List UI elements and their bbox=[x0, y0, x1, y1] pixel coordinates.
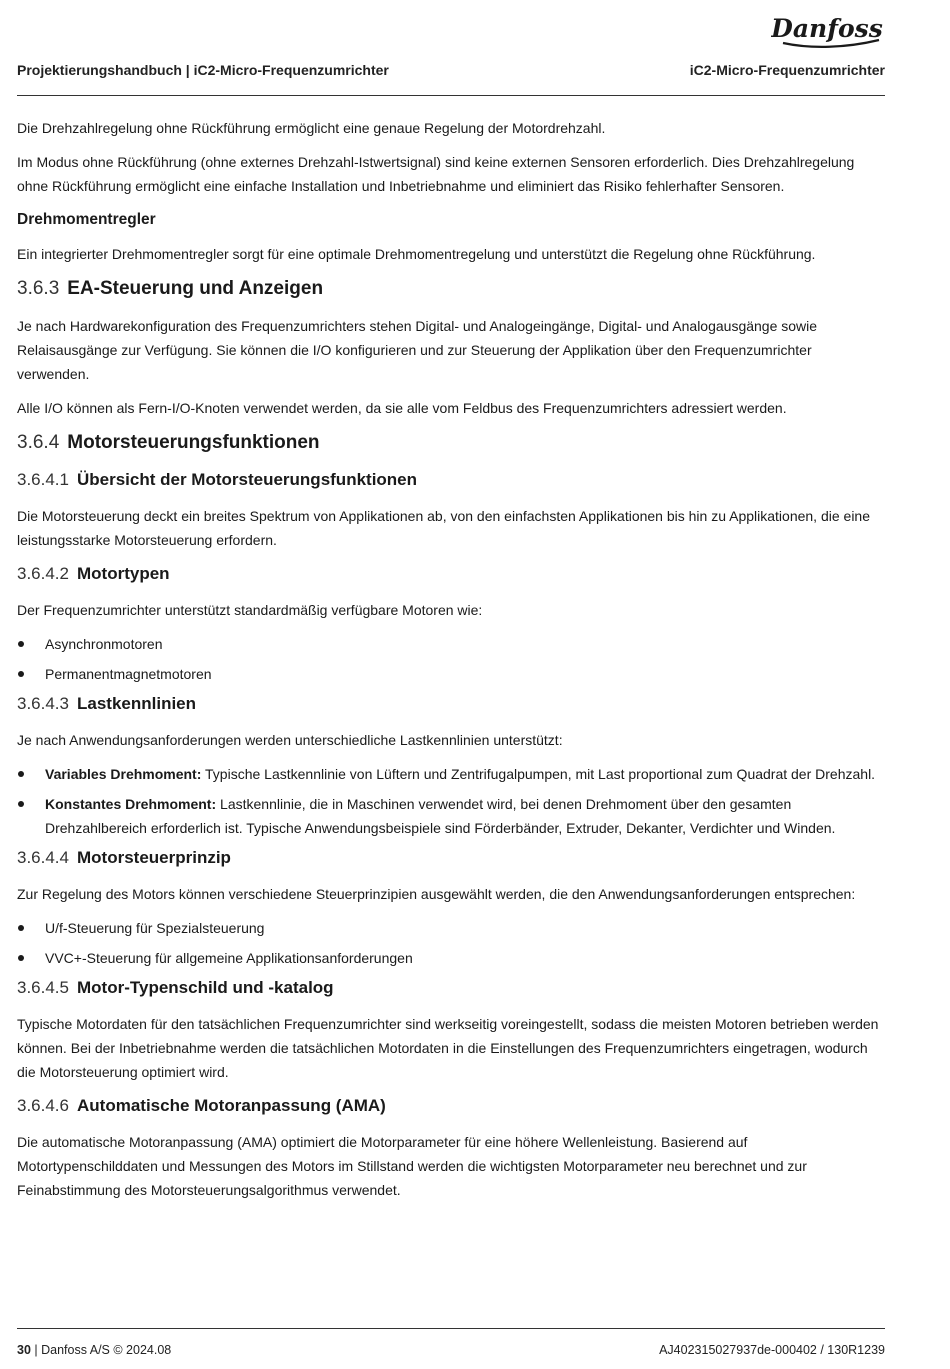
section-heading-3-6-4-1: 3.6.4.1 Übersicht der Motorsteuerungsfunktionen bbox=[17, 470, 418, 489]
footer-divider bbox=[17, 1328, 885, 1329]
list-item: U/f-Steuerung für Spezialsteuerung bbox=[17, 916, 885, 940]
header-document-title: Projektierungshandbuch | iC2-Micro-Frequenzumrichter bbox=[17, 62, 389, 78]
section-heading-3-6-4-4: 3.6.4.4 Motorsteuerprinzip bbox=[17, 848, 231, 867]
document-page bbox=[17, 0, 885, 1369]
section-heading-3-6-4-5: 3.6.4.5 Motor-Typenschild und -katalog bbox=[17, 978, 334, 997]
svg-text:Danfoss: Danfoss bbox=[771, 14, 883, 43]
section-heading-3-6-4-6: 3.6.4.6 Automatische Motoranpassung (AMA) bbox=[17, 1096, 386, 1115]
paragraph: Je nach Hardwarekonfiguration des Frequenzumrichters stehen Digital- und Analogeingänge, Digital- und Analogausgänge sowie Relaisausgänge zur Verfügung. Sie können die I/O konfigurieren und zur Steuerung der Applikation über den Frequenzumrichter verwenden. bbox=[17, 318, 818, 382]
paragraph: Zur Regelung des Motors können verschiedene Steuerprinzipien ausgewählt werden, die den Anwendungsanforderungen entsprechen: bbox=[17, 886, 856, 902]
list-item: Asynchronmotoren bbox=[17, 632, 885, 656]
page-content bbox=[17, 116, 885, 1212]
paragraph: Der Frequenzumrichter unterstützt standardmäßig verfügbare Motoren wie: bbox=[17, 602, 483, 618]
section-heading-3-6-4: 3.6.4 Motorsteuerungsfunktionen bbox=[17, 432, 320, 453]
footer-left: 30 | Danfoss A/S © 2024.08 bbox=[17, 1343, 172, 1357]
list-item: VVC+-Steuerung für allgemeine Applikationsanforderungen bbox=[17, 946, 885, 970]
header-product-name: iC2-Micro-Frequenzumrichter bbox=[689, 62, 885, 78]
list-item: Variables Drehmoment: Typische Lastkennlinie von Lüftern und Zentrifugalpumpen, mit Last proportional zum Quadrat der Drehzahl. bbox=[17, 762, 885, 786]
document-id: AJ402315027937de-000402 / 130R1239 bbox=[659, 1343, 885, 1357]
paragraph: Ein integrierter Drehmomentregler sorgt für eine optimale Drehmomentregelung und unterstützt die Regelung ohne Rückführung. bbox=[17, 246, 816, 262]
page-footer bbox=[17, 1343, 885, 1357]
paragraph: Die Motorsteuerung deckt ein breites Spektrum von Applikationen ab, von den einfachsten Applikationen bis hin zu Applikationen, die eine leistungsstarke Motorsteuerung erfordern. bbox=[17, 508, 870, 548]
paragraph: Alle I/O können als Fern-I/O-Knoten verwendet werden, da sie alle vom Feldbus des Frequenzumrichters adressiert werden. bbox=[17, 400, 787, 416]
page-number: 30 bbox=[17, 1343, 31, 1357]
page-header bbox=[17, 62, 885, 78]
subheading-drehmomentregler: Drehmomentregler bbox=[17, 211, 156, 228]
section-heading-3-6-4-3: 3.6.4.3 Lastkennlinien bbox=[17, 694, 197, 713]
load-characteristics-list bbox=[17, 762, 885, 840]
paragraph: Je nach Anwendungsanforderungen werden unterschiedliche Lastkennlinien unterstützt: bbox=[17, 732, 563, 748]
control-principles-list bbox=[17, 916, 885, 970]
paragraph: Im Modus ohne Rückführung (ohne externes Drehzahl-Istwertsignal) sind keine externen Sensoren erforderlich. Dies Drehzahlregelung ohne Rückführung ermöglicht eine einfache Installation und Inbetriebnahme und eliminiert das Risiko fehlerhafter Sensoren. bbox=[17, 154, 855, 194]
paragraph: Die Drehzahlregelung ohne Rückführung ermöglicht eine genaue Regelung der Motordrehzahl. bbox=[17, 120, 606, 136]
paragraph: Die automatische Motoranpassung (AMA) optimiert die Motorparameter für eine höhere Wellenleistung. Basierend auf Motortypenschilddaten und Messungen des Motors im Stillstand werden die wichtigsten Motorparameter neu berechnet und zur Feinabstimmung des Motorsteuerungsalgorithmus verwendet. bbox=[17, 1134, 807, 1198]
paragraph: Typische Motordaten für den tatsächlichen Frequenzumrichter sind werkseitig voreingestellt, sodass die meisten Motoren betrieben werden können. Bei der Inbetriebnahme werden die tatsächlichen Motordaten in die Einstellungen des Frequenzumrichters eingetragen, wodurch die Motorsteuerung optimiert wird. bbox=[17, 1016, 879, 1080]
section-heading-3-6-4-2: 3.6.4.2 Motortypen bbox=[17, 564, 170, 583]
header-divider bbox=[17, 95, 885, 96]
list-item: Permanentmagnetmotoren bbox=[17, 662, 885, 686]
list-item: Konstantes Drehmoment: Lastkennlinie, die in Maschinen verwendet wird, bei denen Drehmoment über den gesamten Drehzahlbereich erforderlich ist. Typische Anwendungsbeispiele sind Förderbänder, Extruder, Dekanter, Verdichter und Winden. bbox=[17, 792, 885, 840]
motor-types-list bbox=[17, 632, 885, 686]
section-heading-3-6-3: 3.6.3 EA-Steuerung und Anzeigen bbox=[17, 278, 324, 299]
danfoss-logo bbox=[771, 10, 883, 50]
